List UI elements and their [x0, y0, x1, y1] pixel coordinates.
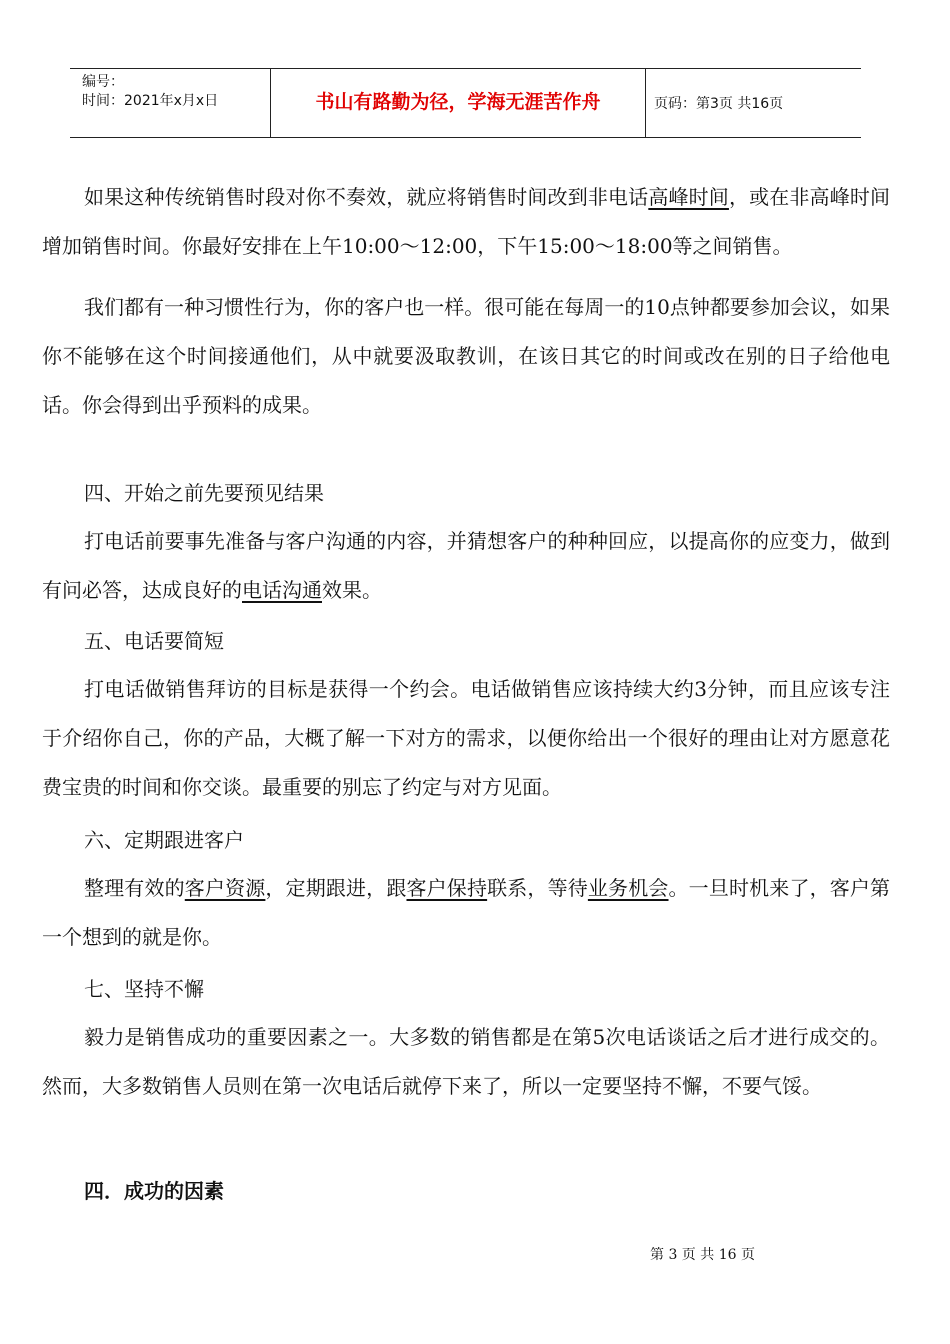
paragraph-text: 。一旦时机来了，客户第一个想到的就是你。 [42, 876, 891, 949]
document-body-4 [42, 864, 890, 974]
paragraph: 我们都有一种习惯性行为，你的客户也一样。很可能在每周一的10点钟都要参加会议，如果你不能够在这个时间接通他们，从中就要汲取教训，在该日其它的时间或改在别的日子给他电话。你会得到出乎预料的成果。 [42, 295, 890, 417]
document-body-5 [42, 1013, 890, 1123]
paragraph-text: ，或在非高峰时间增加销售时间。你最好安排在上午10:00～12:00，下午15:00～18:00等之间销售。 [42, 185, 891, 258]
section-heading: 四．成功的因素 [84, 1179, 224, 1203]
header-left-cell [70, 69, 271, 137]
link-customer-keep[interactable]: 客户保持 [406, 876, 488, 900]
paragraph-text: 如果这种传统销售时段对你不奏效，就应将销售时间改到非电话 [84, 185, 649, 209]
link-customer-resources[interactable]: 客户资源 [184, 876, 266, 900]
paragraph-text: 打电话前要事先准备与客户沟通的内容，并猜想客户的种种回应，以提高你的应变力，做到有问必答，达成良好的 [42, 529, 890, 602]
paragraph-text: 整理有效的 [84, 876, 185, 900]
heading-four: 四、开始之前先要预见结果 [84, 481, 324, 505]
link-peak-time[interactable]: 高峰时间 [648, 185, 729, 209]
header-page-info: 页码：第3页 共16页 [654, 96, 784, 112]
heading-six: 六、定期跟进客户 [84, 828, 244, 852]
number-label: 编号： [82, 74, 124, 90]
document-body [42, 173, 890, 442]
paragraph [42, 864, 890, 962]
header-motto: 书山有路勤为径，学海无涯苦作舟 [315, 91, 601, 113]
link-phone-communication[interactable]: 电话沟通 [242, 578, 322, 602]
page-footer: 第 3 页 共 16 页 [650, 1247, 755, 1263]
paragraph-text: ，定期跟进，跟 [265, 876, 407, 900]
paragraph: 毅力是销售成功的重要因素之一。大多数的销售都是在第5次电话谈话之后才进行成交的。然而，大多数销售人员则在第一次电话后就停下来了，所以一定要坚持不懈，不要气馁。 [42, 1025, 890, 1098]
time-label: 时间：2021年x月x日 [82, 93, 219, 109]
link-business-opportunity[interactable]: 业务机会 [587, 876, 669, 900]
paragraph-text: 联系，等待 [487, 876, 588, 900]
document-body-3 [42, 665, 890, 824]
heading-seven: 七、坚持不懈 [84, 977, 204, 1001]
header-right-cell [646, 69, 861, 137]
header-middle-cell [271, 69, 646, 137]
heading-five: 五、电话要简短 [84, 629, 224, 653]
paragraph-text: 效果。 [322, 578, 382, 602]
document-body-2 [42, 517, 890, 627]
page-header [70, 68, 861, 138]
paragraph [42, 173, 890, 271]
paragraph: 打电话做销售拜访的目标是获得一个约会。电话做销售应该持续大约3分钟，而且应该专注于介绍你自己，你的产品，大概了解一下对方的需求，以便你给出一个很好的理由让对方愿意花费宝贵的时间和你交谈。最重要的别忘了约定与对方见面。 [42, 677, 890, 799]
paragraph [42, 517, 890, 615]
